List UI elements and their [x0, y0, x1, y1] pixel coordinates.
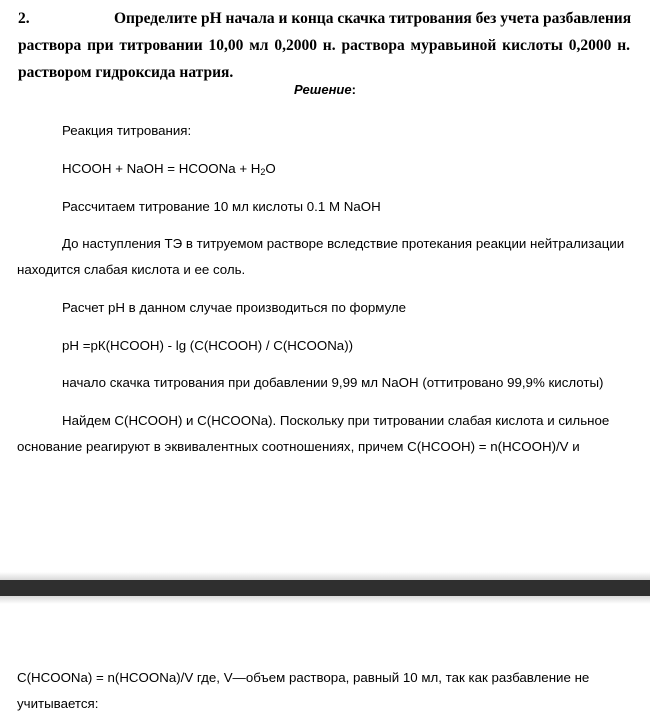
paragraph-reaction-title: Реакция титрования: — [62, 123, 192, 138]
paragraph-formula-intro: Расчет рН в данном случае производиться по формуле — [62, 300, 407, 315]
page-break-shadow-bottom — [0, 596, 650, 604]
equation-subscript: 2 — [260, 167, 266, 177]
problem-line-3: раствором гидроксида натрия. — [18, 64, 234, 81]
page-break-band — [0, 580, 650, 596]
paragraph-find-c-line-1: Найдем С(HCOOH) и С(HCOONa). Поскольку при титровании слабая кислота и сильное — [62, 413, 610, 428]
page-break-shadow-top — [0, 572, 650, 580]
equation-part-b: O — [265, 161, 276, 176]
paragraph-before-ep-line-2: находится слабая кислота и ее соль. — [17, 262, 246, 277]
equation-part-a: HCOOH + NaOH = HCOONa + H — [62, 161, 261, 176]
problem-statement — [18, 5, 630, 86]
paragraph-calc-intro: Рассчитаем титрование 10 мл кислоты 0.1 М NaOH — [62, 199, 381, 214]
problem-number: 2. — [18, 10, 30, 27]
paragraph-equation — [62, 160, 276, 181]
paragraph-before-ep-line-1: До наступления ТЭ в титруемом растворе вследствие протекания реакции нейтрализации — [62, 236, 625, 251]
solution-heading-colon: : — [351, 82, 356, 97]
solution-heading-text: Решение — [294, 82, 352, 97]
paragraph-jump-start: начало скачка титрования при добавлении 9,99 мл NaOH (оттитровано 99,9% кислоты) — [62, 375, 604, 390]
problem-text-1: Определите рН начала и конца скачка титрования без учета разбавления — [114, 10, 632, 27]
solution-heading — [0, 80, 650, 100]
paragraph-formula: рН =рК(HCOOH) - lg (С(HCOOH) / С(HCOONa)) — [62, 338, 354, 353]
paragraph-find-c-line-2: основание реагируют в эквивалентных соотношениях, причем С(HCOOH) = n(HCOOH)/V и — [17, 439, 580, 454]
paragraph-c-salt-line-1: С(HCOONa) = n(HCOONa)/V где, V—объем раствора, равный 10 мл, так как разбавление не — [17, 670, 590, 685]
problem-line-2: раствора при титровании 10,00 мл 0,2000 н. раствора муравьиной кислоты 0,2000 н. — [18, 37, 630, 54]
paragraph-c-salt-line-2: учитывается: — [17, 696, 99, 711]
